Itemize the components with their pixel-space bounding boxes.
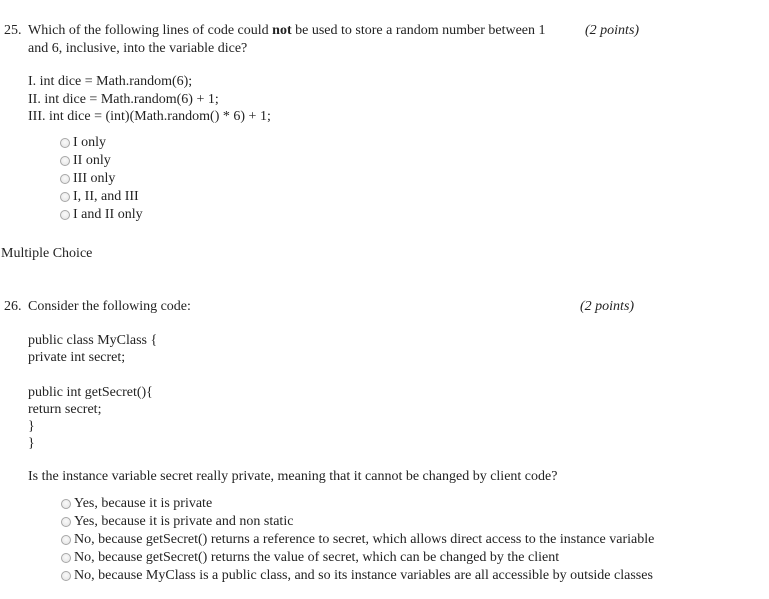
answer-option-label: I, II, and III xyxy=(73,189,139,204)
answer-option[interactable] xyxy=(61,531,654,549)
section-label: Multiple Choice xyxy=(1,246,93,261)
answer-option-label: Yes, because it is private xyxy=(74,496,213,511)
code-line: private int secret; xyxy=(28,350,126,365)
answer-option[interactable] xyxy=(61,567,653,585)
answer-option[interactable] xyxy=(61,549,559,567)
question-text-bold: not xyxy=(272,23,292,38)
answer-option[interactable] xyxy=(60,206,143,224)
radio-button[interactable] xyxy=(60,210,70,220)
radio-button[interactable] xyxy=(61,499,71,509)
answer-option-label: No, because MyClass is a public class, and so its instance variables are all accessible by outside classes xyxy=(74,568,653,583)
radio-button[interactable] xyxy=(60,156,70,166)
radio-button[interactable] xyxy=(61,553,71,563)
code-line: III. int dice = (int)(Math.random() * 6) + 1; xyxy=(28,109,271,124)
question-text xyxy=(28,22,546,40)
radio-button[interactable] xyxy=(60,138,70,148)
answer-option[interactable] xyxy=(61,495,212,513)
question-number: 26. xyxy=(4,299,22,314)
answer-option-label: No, because getSecret() returns a reference to secret, which allows direct access to the instance variable xyxy=(74,532,655,547)
code-line: } xyxy=(28,436,35,451)
code-line: I. int dice = Math.random(6); xyxy=(28,74,193,89)
radio-button[interactable] xyxy=(61,517,71,527)
question-number: 25. xyxy=(4,23,22,38)
radio-button[interactable] xyxy=(61,571,71,581)
answer-option[interactable] xyxy=(60,134,106,152)
answer-option-label: No, because getSecret() returns the value of secret, which can be changed by the client xyxy=(74,550,560,565)
radio-button[interactable] xyxy=(61,535,71,545)
code-line: } xyxy=(28,419,35,434)
answer-option[interactable] xyxy=(60,170,115,188)
code-line: public int getSecret(){ xyxy=(28,385,153,400)
question-points: (2 points) xyxy=(580,299,635,314)
answer-option-label: I and II only xyxy=(73,207,143,222)
question-text-part: Which of the following lines of code could xyxy=(28,23,273,38)
answer-option-label: III only xyxy=(73,171,116,186)
code-line: II. int dice = Math.random(6) + 1; xyxy=(28,92,219,107)
question-text-part: be used to store a random number between 1 xyxy=(291,23,546,38)
answer-option[interactable] xyxy=(60,188,139,206)
radio-button[interactable] xyxy=(60,174,70,184)
radio-button[interactable] xyxy=(60,192,70,202)
code-line: return secret; xyxy=(28,402,102,417)
question-prompt: Is the instance variable secret really private, meaning that it cannot be changed by client code? xyxy=(28,469,558,484)
answer-option-label: Yes, because it is private and non static xyxy=(74,514,294,529)
answer-option-label: I only xyxy=(73,135,107,150)
question-points: (2 points) xyxy=(585,23,640,38)
code-line: public class MyClass { xyxy=(28,333,158,348)
question-text-line2: and 6, inclusive, into the variable dice? xyxy=(28,41,248,56)
answer-option-label: II only xyxy=(73,153,111,168)
answer-option[interactable] xyxy=(61,513,293,531)
question-text: Consider the following code: xyxy=(28,299,191,314)
answer-option[interactable] xyxy=(60,152,111,170)
